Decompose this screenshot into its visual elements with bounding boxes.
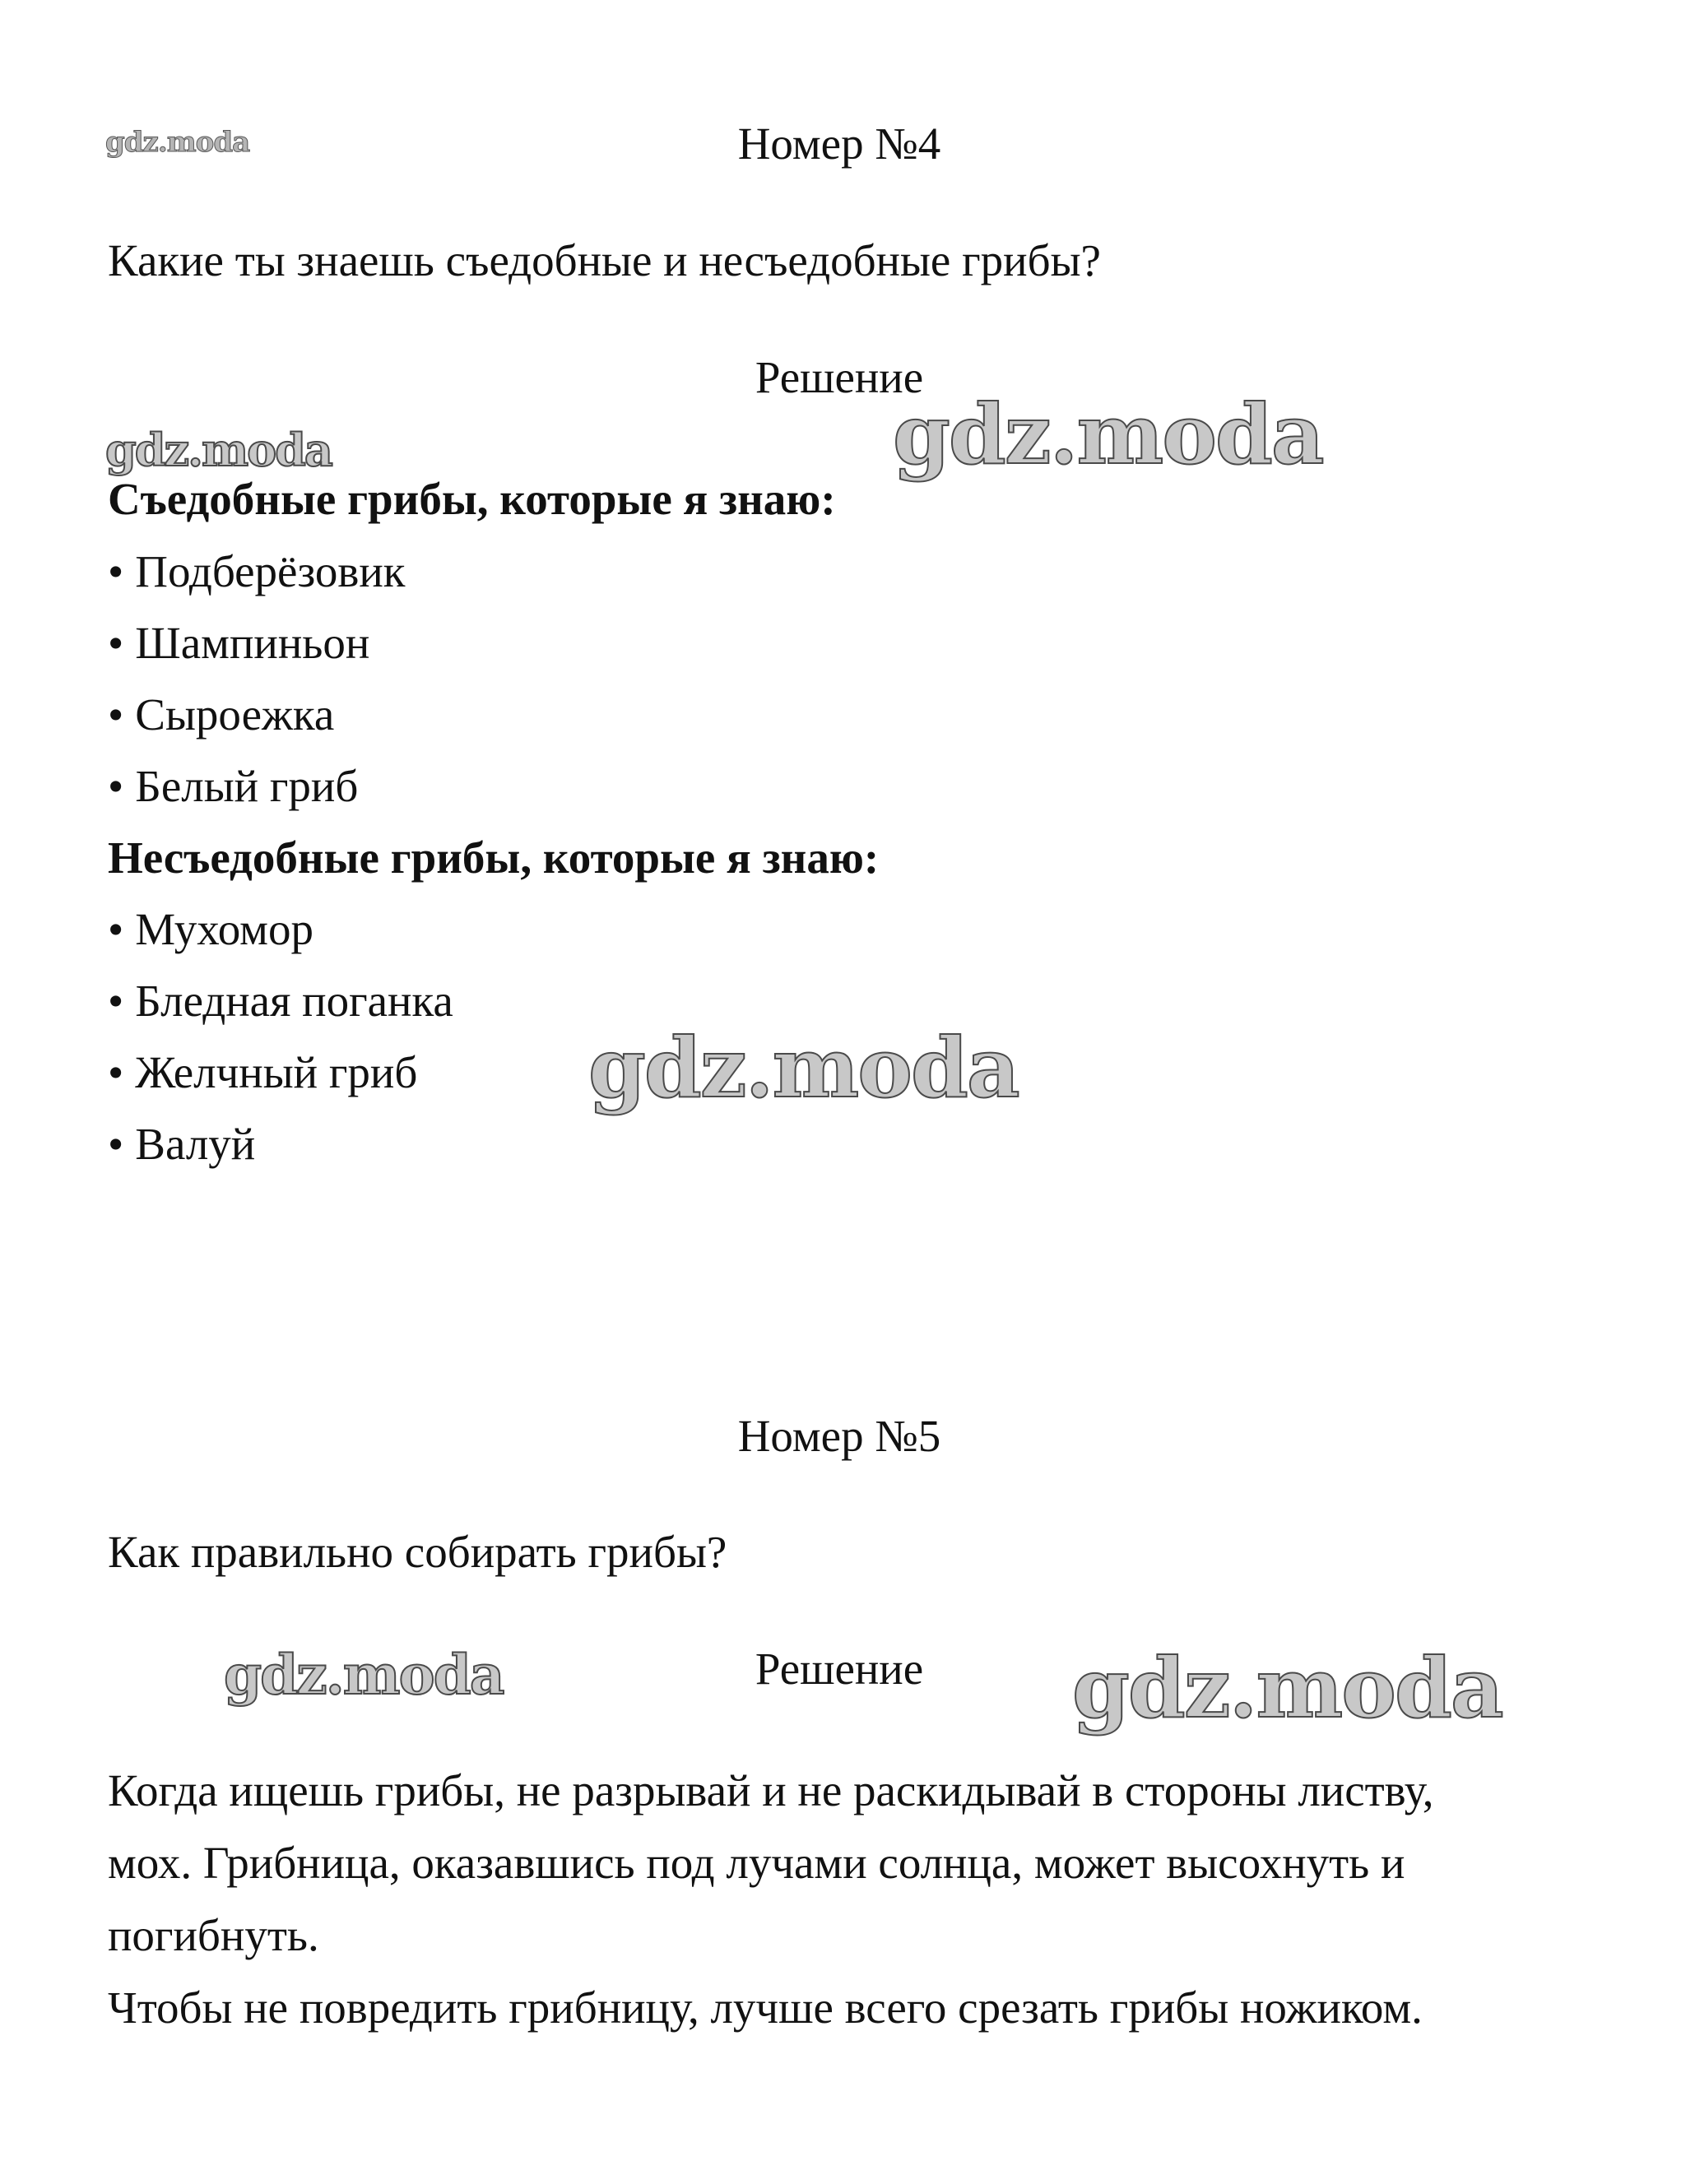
- task4-title: Номер №4: [737, 118, 941, 169]
- task4-solution-label: Решение: [755, 352, 924, 402]
- list-item-text: Желчный гриб: [135, 1047, 418, 1097]
- bullet: •: [108, 1047, 124, 1097]
- task5-question: Как правильно собирать грибы?: [108, 1527, 727, 1577]
- list-item: [108, 688, 334, 742]
- bullet: •: [108, 904, 124, 954]
- watermark-logo: gdz.moda: [1072, 1639, 1502, 1737]
- task5-solution-label: Решение: [755, 1644, 924, 1694]
- watermark-logo: gdz.moda: [224, 1643, 504, 1707]
- answer-line: погибнуть.: [108, 1910, 319, 1960]
- list-item-text: Валуй: [135, 1119, 256, 1169]
- list-item: [108, 974, 453, 1028]
- task5-title: Номер №5: [737, 1411, 941, 1461]
- task4-question: Какие ты знаешь съедобные и несъедобные грибы?: [108, 235, 1101, 285]
- watermark-logo: gdz.moda: [105, 424, 332, 476]
- answer-line: мох. Грибница, оказавшись под лучами солнца, может высохнуть и: [108, 1838, 1405, 1888]
- list-item-text: Мухомор: [135, 904, 313, 954]
- list-item-text: Сыроежка: [135, 689, 335, 740]
- inedible-heading: Несъедобные грибы, которые я знаю:: [108, 832, 880, 883]
- answer-line: Когда ищешь грибы, не разрывай и не раскидывай в стороны листву,: [108, 1765, 1434, 1815]
- list-item-text: Шампиньон: [135, 618, 370, 668]
- watermark-logo: gdz.moda: [893, 386, 1323, 483]
- list-item: [108, 1117, 255, 1171]
- watermark-logo: gdz.moda: [588, 1019, 1019, 1116]
- bullet: •: [108, 1119, 124, 1169]
- bullet: •: [108, 761, 124, 811]
- list-item-text: Белый гриб: [135, 761, 359, 811]
- bullet: •: [108, 689, 124, 740]
- list-item-text: Бледная поганка: [135, 976, 453, 1026]
- bullet: •: [108, 618, 124, 668]
- answer-line: Чтобы не повредить грибницу, лучше всего срезать грибы ножиком.: [108, 1982, 1423, 2033]
- bullet: •: [108, 546, 124, 596]
- list-item: [108, 902, 313, 957]
- list-item: [108, 759, 358, 814]
- list-item: [108, 616, 369, 670]
- list-item-text: Подберёзовик: [135, 546, 406, 596]
- bullet: •: [108, 976, 124, 1026]
- list-item: [108, 545, 406, 599]
- edible-heading: Съедобные грибы, которые я знаю:: [108, 474, 836, 524]
- list-item: [108, 1046, 417, 1100]
- watermark-logo: gdz.moda: [105, 126, 250, 159]
